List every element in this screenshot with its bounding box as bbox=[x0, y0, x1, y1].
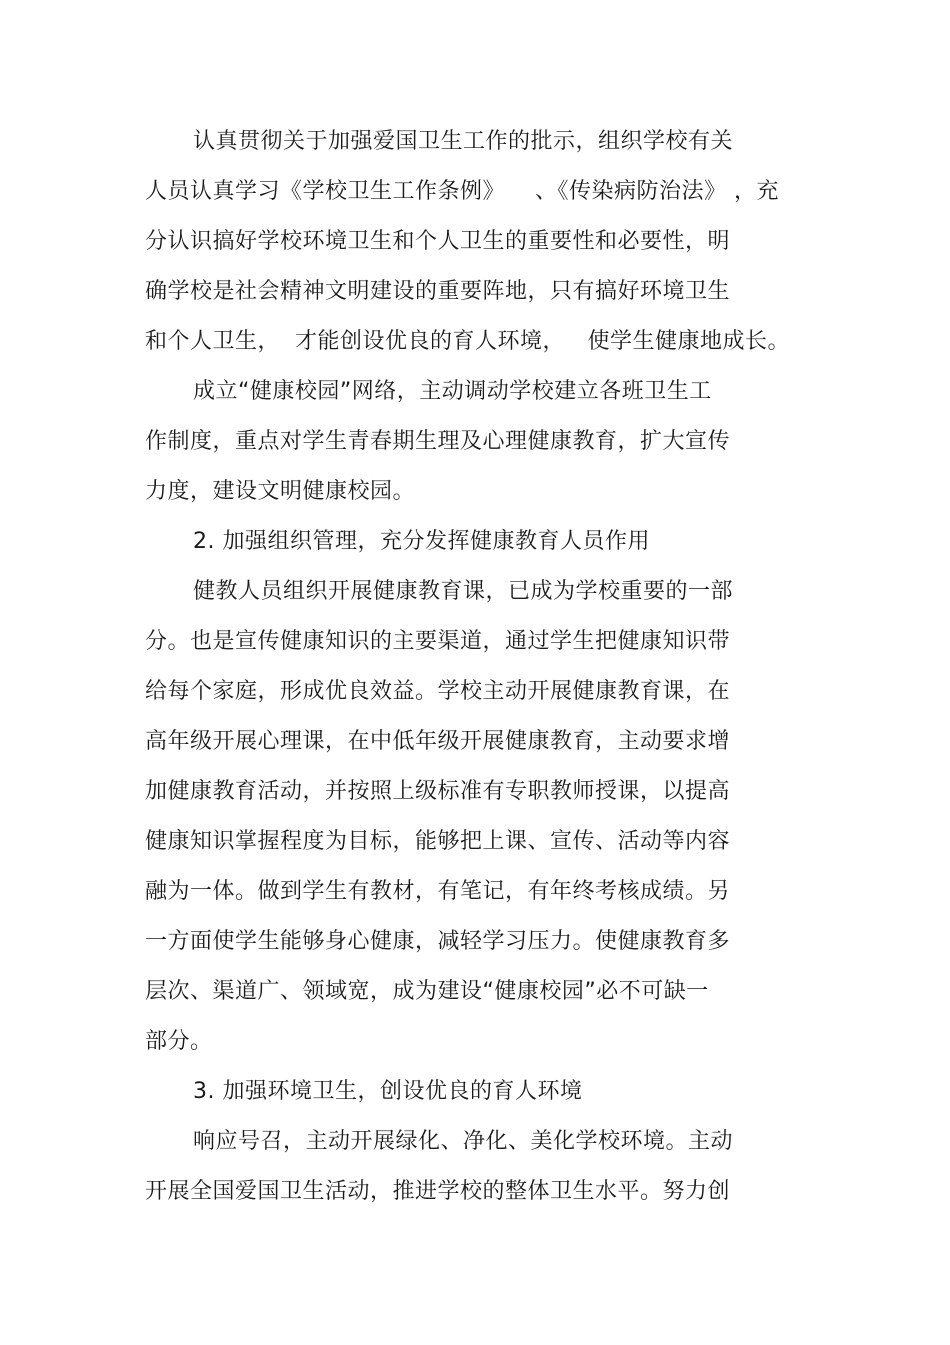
paragraph-line: 给每个家庭，形成优良效益。学校主动开展健康教育课，在 bbox=[145, 679, 731, 704]
section-heading: 3. 加强环境卫生，创设优良的育人环境 bbox=[193, 1079, 583, 1104]
paragraph-line: 人员认真学习《学校卫生工作条例》 、《传染病防治法》 ，充 bbox=[145, 179, 779, 204]
paragraph-line: 作制度，重点对学生青春期生理及心理健康教育，扩大宣传 bbox=[145, 429, 731, 454]
paragraph-line: 一方面使学生能够身心健康，减轻学习压力。使健康教育多 bbox=[145, 929, 731, 954]
paragraph-line: 和个人卫生， 才能创设优良的育人环境， 使学生健康地成长。 bbox=[145, 329, 790, 354]
paragraph-line: 融为一体。做到学生有教材，有笔记，有年终考核成绩。另 bbox=[145, 879, 731, 904]
paragraph-line: 成立“健康校园”网络，主动调动学校建立各班卫生工 bbox=[193, 379, 712, 404]
paragraph-line: 力度，建设文明健康校园。 bbox=[145, 479, 416, 504]
paragraph-line: 响应号召，主动开展绿化、净化、美化学校环境。主动 bbox=[193, 1129, 734, 1154]
paragraph-line: 认真贯彻关于加强爱国卫生工作的批示，组织学校有关 bbox=[193, 129, 734, 154]
paragraph-line: 加健康教育活动，并按照上级标准有专职教师授课，以提高 bbox=[145, 779, 731, 804]
paragraph-line: 健教人员组织开展健康教育课，已成为学校重要的一部 bbox=[193, 579, 734, 604]
paragraph-line: 分。也是宣传健康知识的主要渠道，通过学生把健康知识带 bbox=[145, 629, 731, 654]
paragraph-line: 健康知识掌握程度为目标，能够把上课、宣传、活动等内容 bbox=[145, 829, 731, 854]
paragraph-line: 高年级开展心理课，在中低年级开展健康教育，主动要求增 bbox=[145, 729, 731, 754]
section-heading: 2. 加强组织管理，充分发挥健康教育人员作用 bbox=[193, 529, 650, 554]
paragraph-line: 开展全国爱国卫生活动，推进学校的整体卫生水平。努力创 bbox=[145, 1179, 731, 1204]
paragraph-line: 层次、渠道广、领域宽，成为建设“健康校园”必不可缺一 bbox=[145, 979, 709, 1004]
paragraph-line: 分认识搞好学校环境卫生和个人卫生的重要性和必要性，明 bbox=[145, 229, 731, 254]
paragraph-line: 部分。 bbox=[145, 1029, 213, 1054]
paragraph-line: 确学校是社会精神文明建设的重要阵地，只有搞好环境卫生 bbox=[145, 279, 731, 304]
